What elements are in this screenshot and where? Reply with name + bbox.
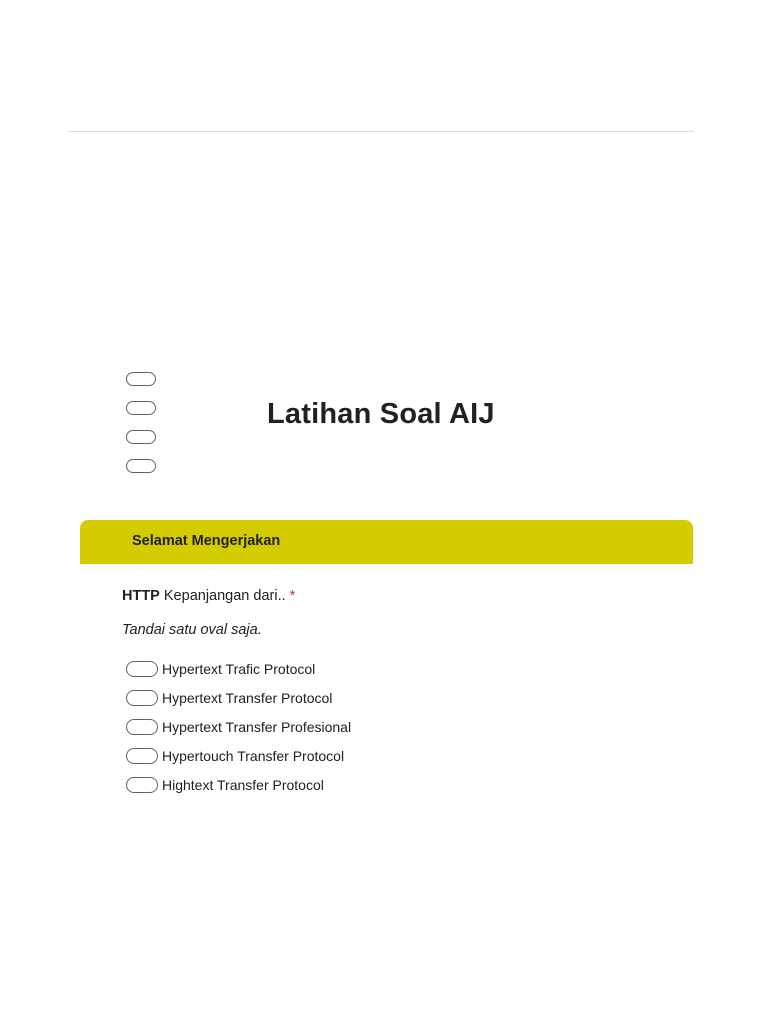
option-3[interactable] bbox=[126, 718, 351, 736]
required-marker: * bbox=[289, 588, 296, 604]
option-label: Hypertext Trafic Protocol bbox=[162, 661, 316, 677]
question-instruction: Tandai satu oval saja. bbox=[122, 622, 262, 638]
radio-oval[interactable] bbox=[126, 777, 158, 793]
radio-oval-unlabeled-2[interactable] bbox=[126, 401, 156, 415]
radio-oval-unlabeled-1[interactable] bbox=[126, 372, 156, 386]
radio-oval[interactable] bbox=[126, 719, 158, 735]
radio-oval-unlabeled-4[interactable] bbox=[126, 459, 156, 473]
option-5[interactable] bbox=[126, 776, 324, 794]
radio-oval[interactable] bbox=[126, 690, 158, 706]
option-label: Hypertouch Transfer Protocol bbox=[162, 748, 345, 764]
section-header-label: Selamat Mengerjakan bbox=[132, 533, 281, 549]
radio-oval[interactable] bbox=[126, 748, 158, 764]
form-title: Latihan Soal AIJ bbox=[267, 398, 495, 430]
option-4[interactable] bbox=[126, 747, 344, 765]
question-text: Kepanjangan dari.. bbox=[163, 588, 286, 604]
radio-oval[interactable] bbox=[126, 661, 158, 677]
option-2[interactable] bbox=[126, 689, 332, 707]
radio-oval-unlabeled-3[interactable] bbox=[126, 430, 156, 444]
question-keyword: HTTP bbox=[122, 588, 160, 604]
page-divider bbox=[68, 131, 694, 132]
option-label: Hypertext Transfer Profesional bbox=[162, 719, 352, 735]
option-1[interactable] bbox=[126, 660, 315, 678]
question-title bbox=[122, 588, 295, 604]
section-header bbox=[80, 520, 693, 564]
option-label: Hypertext Transfer Protocol bbox=[162, 690, 333, 706]
option-label: Hightext Transfer Protocol bbox=[162, 777, 324, 793]
